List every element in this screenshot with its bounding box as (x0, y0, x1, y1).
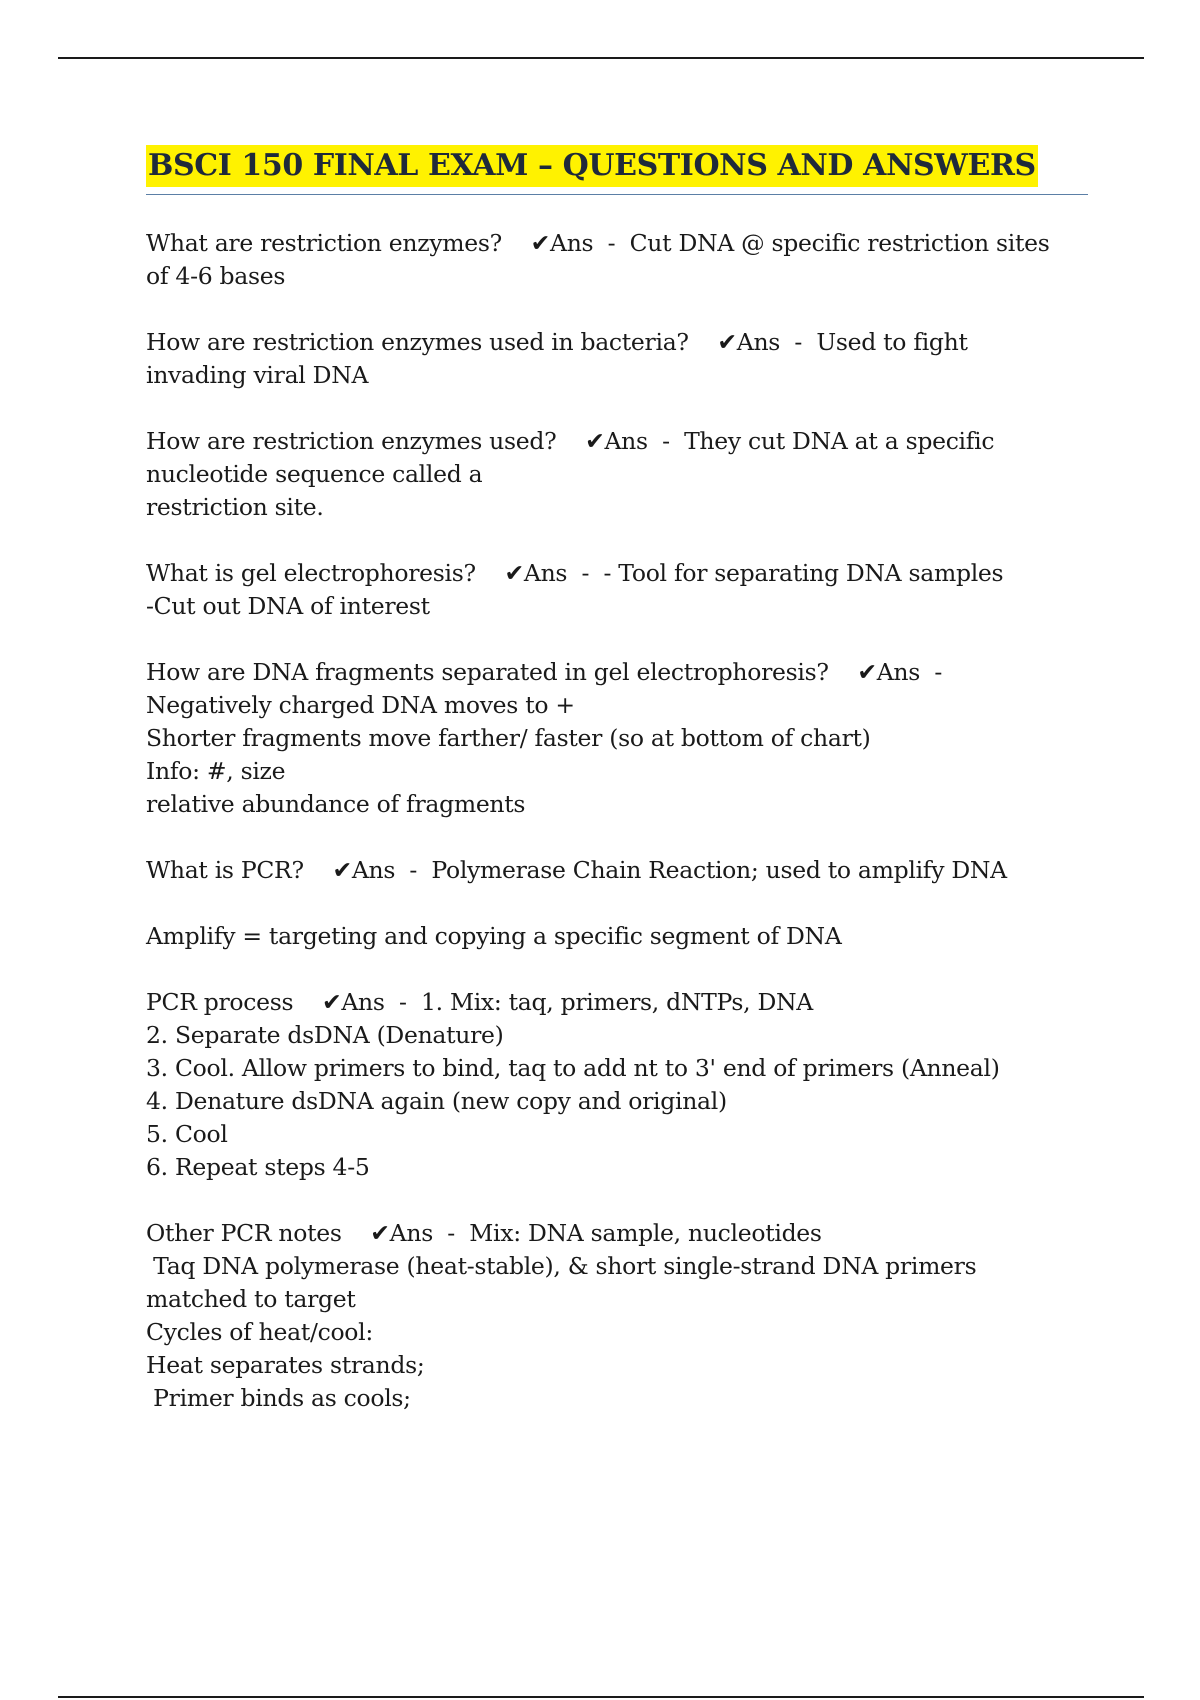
qa-first-line: What is PCR? ✔Ans - Polymerase Chain Reaction; used to amplify DNA (146, 856, 1007, 884)
page-top-rule (58, 57, 1144, 59)
qa-entry (146, 425, 1088, 524)
answer-line: 3. Cool. Allow primers to bind, taq to add nt to 3' end of primers (Anneal) (146, 1054, 1000, 1082)
qa-entry (146, 227, 1088, 293)
answer-check-marker: ✔Ans (504, 559, 568, 587)
question-text: What is gel electrophoresis? (146, 559, 476, 587)
qa-entry (146, 986, 1088, 1184)
answer-line: Heat separates strands; (146, 1351, 425, 1379)
answer-text: Polymerase Chain Reaction; used to amplify DNA (431, 856, 1007, 884)
qa-entry (146, 920, 1088, 953)
answer-line: matched to target (146, 1285, 356, 1313)
qa-first-line: PCR process ✔Ans - 1. Mix: taq, primers, dNTPs, DNA (146, 988, 813, 1016)
answer-line: Shorter fragments move farther/ faster (so at bottom of chart) (146, 724, 871, 752)
answer-text: Mix: DNA sample, nucleotides (469, 1219, 822, 1247)
answer-check-marker: ✔Ans (857, 658, 921, 686)
answer-text: Cut DNA @ specific restriction sites (629, 229, 1050, 257)
page-bottom-rule (58, 1696, 1144, 1698)
answer-check-marker: ✔Ans (332, 856, 396, 884)
question-text: Amplify = targeting and copying a specific segment of DNA (146, 922, 842, 950)
qa-first-line: How are restriction enzymes used in bacteria? ✔Ans - Used to fight (146, 328, 968, 356)
answer-line: of 4-6 bases (146, 262, 286, 290)
answer-check-marker: ✔Ans (585, 427, 648, 455)
qa-entry (146, 1217, 1088, 1415)
question-text: What are restriction enzymes? (146, 229, 502, 257)
answer-check-marker: ✔Ans (370, 1219, 433, 1247)
qa-first-line (146, 920, 1088, 953)
answer-line: Info: #, size (146, 757, 286, 785)
answer-line: nucleotide sequence called a (146, 460, 483, 488)
title-block (146, 145, 1088, 195)
qa-entry (146, 854, 1088, 887)
question-text: How are DNA fragments separated in gel electrophoresis? (146, 658, 829, 686)
answer-line: 4. Denature dsDNA again (new copy and original) (146, 1087, 727, 1115)
qa-entry (146, 557, 1088, 623)
answer-line: restriction site. (146, 493, 324, 521)
answer-line: Primer binds as cools; (146, 1384, 411, 1412)
question-text: Other PCR notes (146, 1219, 342, 1247)
question-text: PCR process (146, 988, 294, 1016)
qa-first-line: Other PCR notes ✔Ans - Mix: DNA sample, nucleotides (146, 1219, 822, 1247)
answer-line: invading viral DNA (146, 361, 369, 389)
answer-text: 1. Mix: taq, primers, dNTPs, DNA (420, 988, 813, 1016)
answer-text: They cut DNA at a specific (684, 427, 995, 455)
qa-entry (146, 326, 1088, 392)
answer-check-marker: ✔Ans (530, 229, 594, 257)
qa-first-line: How are restriction enzymes used? ✔Ans - They cut DNA at a specific (146, 427, 995, 455)
qa-first-line: How are DNA fragments separated in gel electrophoresis? ✔Ans - (146, 658, 957, 686)
answer-line: relative abundance of fragments (146, 790, 526, 818)
question-text: What is PCR? (146, 856, 304, 884)
qa-first-line: What is gel electrophoresis? ✔Ans - - Tool for separating DNA samples (146, 559, 1004, 587)
question-text: How are restriction enzymes used in bacteria? (146, 328, 689, 356)
answer-line: -Cut out DNA of interest (146, 592, 430, 620)
answer-line: 6. Repeat steps 4-5 (146, 1153, 370, 1181)
answer-check-marker: ✔Ans (321, 988, 385, 1016)
qa-entry (146, 656, 1088, 821)
answer-text: - Tool for separating DNA samples (603, 559, 1004, 587)
answer-line: Negatively charged DNA moves to + (146, 691, 575, 719)
answer-text: Used to fight (816, 328, 968, 356)
qa-first-line: What are restriction enzymes? ✔Ans - Cut DNA @ specific restriction sites (146, 229, 1050, 257)
document-body (146, 145, 1088, 1448)
qa-list (146, 227, 1088, 1415)
answer-check-marker: ✔Ans (717, 328, 781, 356)
answer-line: Taq DNA polymerase (heat-stable), & short single-strand DNA primers (146, 1252, 977, 1280)
answer-line: Cycles of heat/cool: (146, 1318, 373, 1346)
question-text: How are restriction enzymes used? (146, 427, 557, 455)
answer-line: 5. Cool (146, 1120, 228, 1148)
answer-line: 2. Separate dsDNA (Denature) (146, 1021, 504, 1049)
document-title: BSCI 150 FINAL EXAM – QUESTIONS AND ANSWERS (146, 145, 1038, 187)
